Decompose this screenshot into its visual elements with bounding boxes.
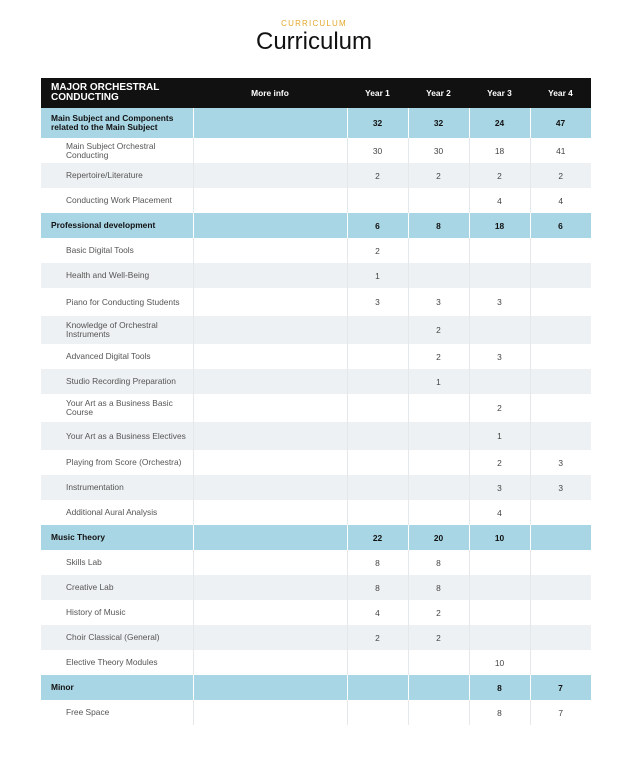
year-1-cell: 6 (347, 213, 408, 238)
column-header-program: MAJOR ORCHESTRAL CONDUCTING (41, 78, 193, 108)
table-row (41, 344, 591, 369)
year-3-cell: 3 (469, 475, 530, 500)
row-label: Your Art as a Business Electives (41, 422, 193, 450)
year-1-cell (347, 700, 408, 725)
year-2-cell: 8 (408, 575, 469, 600)
table-row (41, 422, 591, 450)
table-row (41, 138, 591, 163)
year-2-cell: 8 (408, 213, 469, 238)
more-info-cell[interactable] (193, 650, 347, 675)
row-label: Main Subject and Components related to the Main Subject (41, 108, 193, 138)
year-2-cell (408, 500, 469, 525)
row-label: Choir Classical (General) (41, 625, 193, 650)
year-1-cell (347, 650, 408, 675)
table-row (41, 238, 591, 263)
year-3-cell (469, 600, 530, 625)
year-2-cell: 2 (408, 316, 469, 344)
row-label: Piano for Conducting Students (41, 288, 193, 316)
year-4-cell (530, 316, 591, 344)
year-2-cell (408, 188, 469, 213)
year-1-cell (347, 675, 408, 700)
table-row (41, 263, 591, 288)
row-label: Minor (41, 675, 193, 700)
more-info-cell[interactable] (193, 163, 347, 188)
year-3-cell: 1 (469, 422, 530, 450)
year-2-cell: 1 (408, 369, 469, 394)
year-3-cell: 3 (469, 344, 530, 369)
more-info-cell[interactable] (193, 108, 347, 138)
more-info-cell[interactable] (193, 238, 347, 263)
column-header-year-2: Year 2 (408, 78, 469, 108)
more-info-cell[interactable] (193, 525, 347, 550)
year-1-cell (347, 475, 408, 500)
row-label: Skills Lab (41, 550, 193, 575)
year-4-cell: 41 (530, 138, 591, 163)
year-2-cell: 2 (408, 625, 469, 650)
year-4-cell: 7 (530, 700, 591, 725)
year-3-cell: 8 (469, 675, 530, 700)
year-1-cell: 2 (347, 625, 408, 650)
year-4-cell: 3 (530, 450, 591, 475)
year-2-cell (408, 700, 469, 725)
year-3-cell: 18 (469, 138, 530, 163)
year-3-cell (469, 550, 530, 575)
year-4-cell (530, 344, 591, 369)
row-label: Advanced Digital Tools (41, 344, 193, 369)
more-info-cell[interactable] (193, 422, 347, 450)
column-header-year-1: Year 1 (347, 78, 408, 108)
column-header-year-3: Year 3 (469, 78, 530, 108)
year-3-cell: 10 (469, 525, 530, 550)
year-4-cell: 47 (530, 108, 591, 138)
year-1-cell (347, 344, 408, 369)
more-info-cell[interactable] (193, 600, 347, 625)
year-2-cell: 20 (408, 525, 469, 550)
year-4-cell (530, 422, 591, 450)
year-4-cell (530, 238, 591, 263)
more-info-cell[interactable] (193, 344, 347, 369)
more-info-cell[interactable] (193, 500, 347, 525)
table-row (41, 316, 591, 344)
more-info-cell[interactable] (193, 700, 347, 725)
year-4-cell: 4 (530, 188, 591, 213)
row-label: Instrumentation (41, 475, 193, 500)
year-3-cell: 4 (469, 500, 530, 525)
page-title: Curriculum (255, 28, 372, 55)
year-4-cell (530, 600, 591, 625)
year-2-cell: 30 (408, 138, 469, 163)
year-1-cell (347, 394, 408, 422)
year-3-cell (469, 575, 530, 600)
table-row (41, 500, 591, 525)
table-row (41, 394, 591, 422)
year-1-cell (347, 500, 408, 525)
year-4-cell (530, 500, 591, 525)
table-row (41, 369, 591, 394)
more-info-cell[interactable] (193, 675, 347, 700)
year-2-cell (408, 650, 469, 675)
page-eyebrow: CURRICULUM (281, 19, 347, 28)
table-row (41, 188, 591, 213)
row-label: Conducting Work Placement (41, 188, 193, 213)
year-1-cell: 8 (347, 550, 408, 575)
year-2-cell: 3 (408, 288, 469, 316)
year-1-cell: 22 (347, 525, 408, 550)
row-label: Knowledge of Orchestral Instruments (41, 316, 193, 344)
row-label: Repertoire/Literature (41, 163, 193, 188)
year-3-cell (469, 238, 530, 263)
more-info-cell[interactable] (193, 450, 347, 475)
year-4-cell (530, 625, 591, 650)
year-2-cell (408, 263, 469, 288)
year-4-cell (530, 394, 591, 422)
more-info-cell[interactable] (193, 369, 347, 394)
more-info-cell[interactable] (193, 625, 347, 650)
year-1-cell: 3 (347, 288, 408, 316)
table-row (41, 600, 591, 625)
row-label: Studio Recording Preparation (41, 369, 193, 394)
year-3-cell: 24 (469, 108, 530, 138)
year-1-cell (347, 450, 408, 475)
row-label: Your Art as a Business Basic Course (41, 394, 193, 422)
row-label: Playing from Score (Orchestra) (41, 450, 193, 475)
year-3-cell: 8 (469, 700, 530, 725)
row-label: Music Theory (41, 525, 193, 550)
year-4-cell (530, 525, 591, 550)
table-body (41, 108, 591, 725)
row-label: Basic Digital Tools (41, 238, 193, 263)
row-label: Elective Theory Modules (41, 650, 193, 675)
section-row (41, 108, 591, 138)
more-info-cell[interactable] (193, 475, 347, 500)
more-info-cell[interactable] (193, 316, 347, 344)
year-3-cell: 18 (469, 213, 530, 238)
year-1-cell: 4 (347, 600, 408, 625)
more-info-cell[interactable] (193, 550, 347, 575)
table-row (41, 700, 591, 725)
year-4-cell: 2 (530, 163, 591, 188)
year-3-cell: 3 (469, 288, 530, 316)
year-2-cell (408, 394, 469, 422)
table-row (41, 450, 591, 475)
row-label: Main Subject Orchestral Conducting (41, 138, 193, 163)
table-row (41, 550, 591, 575)
year-4-cell (530, 575, 591, 600)
year-3-cell (469, 263, 530, 288)
year-3-cell: 2 (469, 394, 530, 422)
year-1-cell: 1 (347, 263, 408, 288)
year-1-cell (347, 188, 408, 213)
table-row (41, 288, 591, 316)
year-4-cell (530, 369, 591, 394)
year-1-cell (347, 369, 408, 394)
year-1-cell (347, 422, 408, 450)
more-info-cell[interactable] (193, 288, 347, 316)
year-3-cell: 2 (469, 450, 530, 475)
year-3-cell (469, 316, 530, 344)
row-label: Health and Well-Being (41, 263, 193, 288)
year-3-cell (469, 625, 530, 650)
table-row (41, 575, 591, 600)
section-row (41, 525, 591, 550)
year-2-cell (408, 238, 469, 263)
year-1-cell: 2 (347, 163, 408, 188)
year-1-cell: 30 (347, 138, 408, 163)
more-info-cell[interactable] (193, 394, 347, 422)
year-3-cell (469, 369, 530, 394)
year-3-cell: 4 (469, 188, 530, 213)
year-2-cell (408, 675, 469, 700)
year-1-cell: 8 (347, 575, 408, 600)
year-4-cell (530, 550, 591, 575)
section-row (41, 213, 591, 238)
more-info-cell[interactable] (193, 188, 347, 213)
year-2-cell: 32 (408, 108, 469, 138)
table-row (41, 475, 591, 500)
more-info-cell[interactable] (193, 138, 347, 163)
year-4-cell: 3 (530, 475, 591, 500)
year-3-cell: 10 (469, 650, 530, 675)
table-header-row (41, 78, 591, 108)
year-1-cell: 32 (347, 108, 408, 138)
year-2-cell: 2 (408, 344, 469, 369)
column-header-more-info[interactable]: More info (193, 78, 347, 108)
table-row (41, 625, 591, 650)
row-label: Free Space (41, 700, 193, 725)
year-1-cell (347, 316, 408, 344)
year-4-cell: 7 (530, 675, 591, 700)
more-info-cell[interactable] (193, 575, 347, 600)
year-3-cell: 2 (469, 163, 530, 188)
year-2-cell: 8 (408, 550, 469, 575)
column-header-year-4: Year 4 (530, 78, 591, 108)
year-2-cell (408, 475, 469, 500)
row-label: Professional development (41, 213, 193, 238)
year-1-cell: 2 (347, 238, 408, 263)
table-row (41, 163, 591, 188)
more-info-cell[interactable] (193, 213, 347, 238)
row-label: Additional Aural Analysis (41, 500, 193, 525)
year-4-cell (530, 650, 591, 675)
row-label: Creative Lab (41, 575, 193, 600)
curriculum-table (41, 78, 592, 725)
row-label: History of Music (41, 600, 193, 625)
year-2-cell: 2 (408, 600, 469, 625)
year-4-cell (530, 263, 591, 288)
year-4-cell: 6 (530, 213, 591, 238)
section-row (41, 675, 591, 700)
year-4-cell (530, 288, 591, 316)
year-2-cell (408, 450, 469, 475)
year-2-cell (408, 422, 469, 450)
year-2-cell: 2 (408, 163, 469, 188)
table-row (41, 650, 591, 675)
more-info-cell[interactable] (193, 263, 347, 288)
